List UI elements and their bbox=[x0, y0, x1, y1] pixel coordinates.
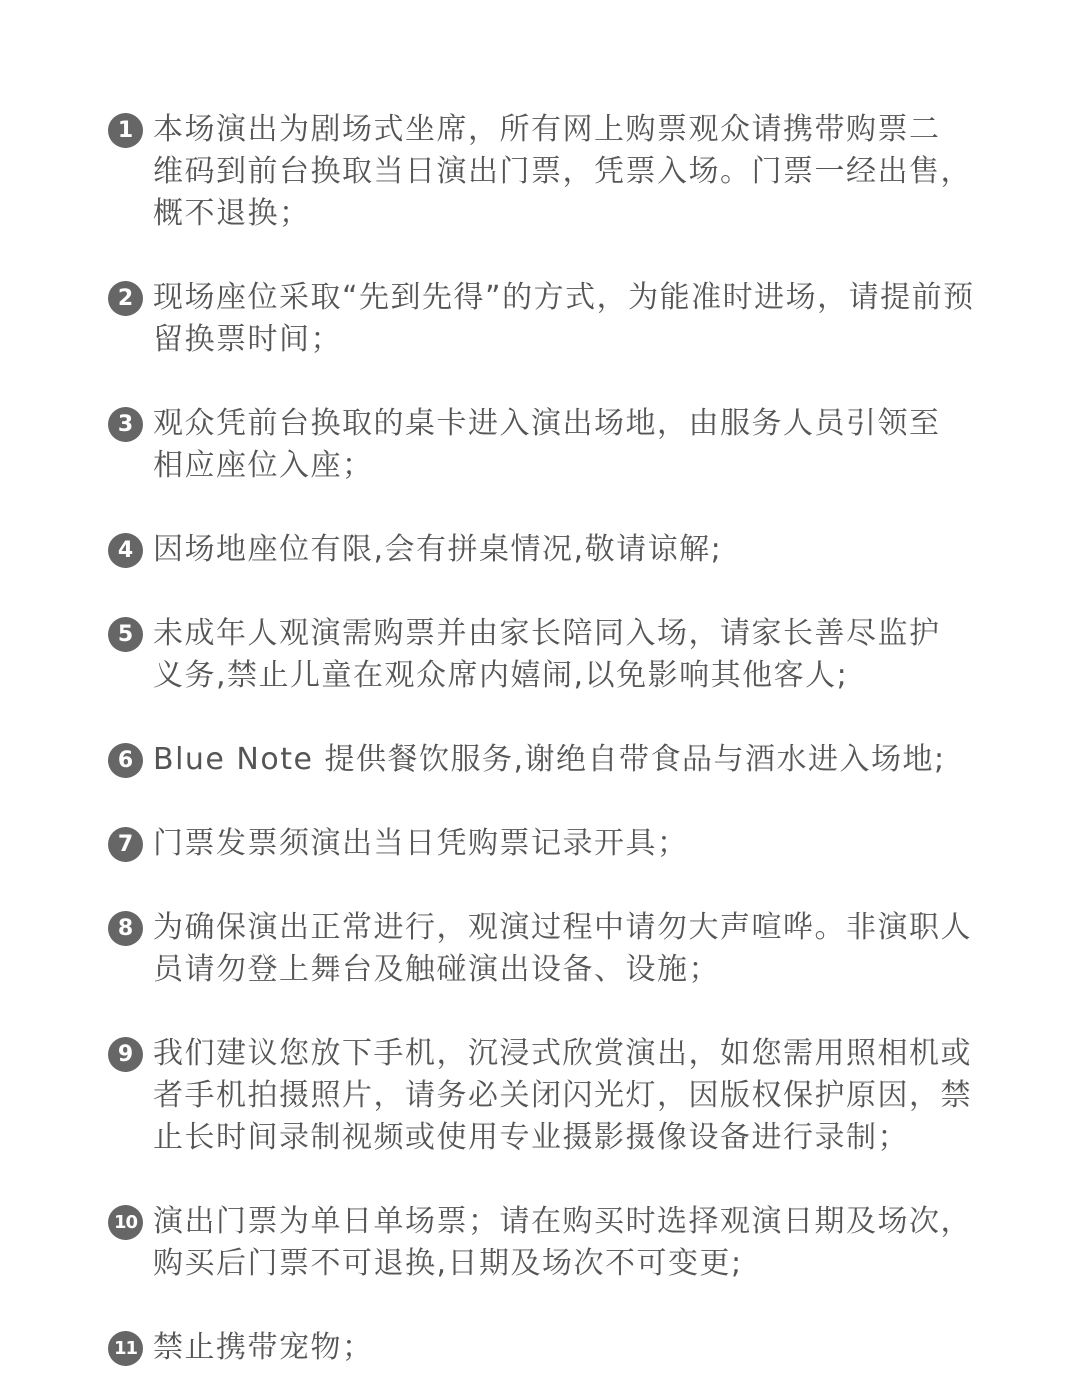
number-badge: 8 bbox=[108, 911, 143, 946]
rule-text bbox=[153, 613, 941, 697]
number-badge: 10 bbox=[108, 1205, 143, 1240]
rule-item-8 bbox=[108, 907, 1080, 991]
number-badge: 7 bbox=[108, 827, 143, 862]
rule-line: 维码到前台换取当日演出门票，凭票入场。门票一经出售， bbox=[153, 154, 972, 189]
rule-line: 观众凭前台换取的桌卡进入演出场地，由服务人员引领至 bbox=[153, 406, 941, 441]
rule-item-6 bbox=[108, 739, 1080, 781]
rule-line: 演出门票为单日单场票；请在购买时选择观演日期及场次， bbox=[153, 1204, 972, 1239]
rule-item-11 bbox=[108, 1327, 1080, 1369]
number-badge: 3 bbox=[108, 407, 143, 442]
rule-line: 购买后门票不可退换,日期及场次不可变更; bbox=[153, 1246, 743, 1281]
rule-item-5 bbox=[108, 613, 1080, 697]
rule-text bbox=[153, 1201, 972, 1285]
rule-line: 者手机拍摄照片，请务必关闭闪光灯，因版权保护原因，禁 bbox=[153, 1078, 972, 1113]
rule-line: 因场地座位有限,会有拼桌情况,敬请谅解; bbox=[153, 532, 723, 567]
number-badge: 2 bbox=[108, 281, 143, 316]
rule-text bbox=[153, 277, 975, 361]
rule-item-10 bbox=[108, 1201, 1080, 1285]
rule-line: 我们建议您放下手机，沉浸式欣赏演出，如您需用照相机或 bbox=[153, 1036, 972, 1071]
rule-line: 相应座位入座； bbox=[153, 448, 374, 483]
number-badge: 9 bbox=[108, 1037, 143, 1072]
rule-text bbox=[153, 1033, 972, 1159]
number-badge: 11 bbox=[108, 1331, 143, 1366]
rule-text bbox=[153, 739, 946, 781]
rule-line: 止长时间录制视频或使用专业摄影摄像设备进行录制； bbox=[153, 1120, 909, 1155]
rule-line: 概不退换； bbox=[153, 196, 311, 231]
rule-line: 义务,禁止儿童在观众席内嬉闹,以免影响其他客人; bbox=[153, 658, 849, 693]
number-badge: 6 bbox=[108, 743, 143, 778]
rule-line: 为确保演出正常进行，观演过程中请勿大声喧哗。非演职人 bbox=[153, 910, 972, 945]
rule-item-4 bbox=[108, 529, 1080, 571]
rule-text bbox=[153, 823, 689, 865]
rule-line: 留换票时间； bbox=[153, 322, 342, 357]
number-badge: 5 bbox=[108, 617, 143, 652]
rule-line: 门票发票须演出当日凭购票记录开具； bbox=[153, 826, 689, 861]
rule-text bbox=[153, 1327, 374, 1369]
rule-line: 禁止携带宠物； bbox=[153, 1330, 374, 1365]
rule-item-1 bbox=[108, 109, 1080, 235]
rule-item-3 bbox=[108, 403, 1080, 487]
rule-text bbox=[153, 403, 941, 487]
rule-item-2 bbox=[108, 277, 1080, 361]
rule-item-7 bbox=[108, 823, 1080, 865]
rule-text bbox=[153, 907, 972, 991]
rule-text bbox=[153, 529, 722, 571]
rule-line: 员请勿登上舞台及触碰演出设备、设施； bbox=[153, 952, 720, 987]
rule-line: Blue Note 提供餐饮服务,谢绝自带食品与酒水进入场地; bbox=[153, 742, 946, 777]
rule-item-9 bbox=[108, 1033, 1080, 1159]
number-badge: 1 bbox=[108, 113, 143, 148]
rule-line: 未成年人观演需购票并由家长陪同入场，请家长善尽监护 bbox=[153, 616, 941, 651]
rule-line: 本场演出为剧场式坐席，所有网上购票观众请携带购票二 bbox=[153, 112, 941, 147]
number-badge: 4 bbox=[108, 533, 143, 568]
rule-text bbox=[153, 109, 972, 235]
rule-line: 现场座位采取“先到先得”的方式，为能准时进场，请提前预 bbox=[153, 280, 975, 315]
